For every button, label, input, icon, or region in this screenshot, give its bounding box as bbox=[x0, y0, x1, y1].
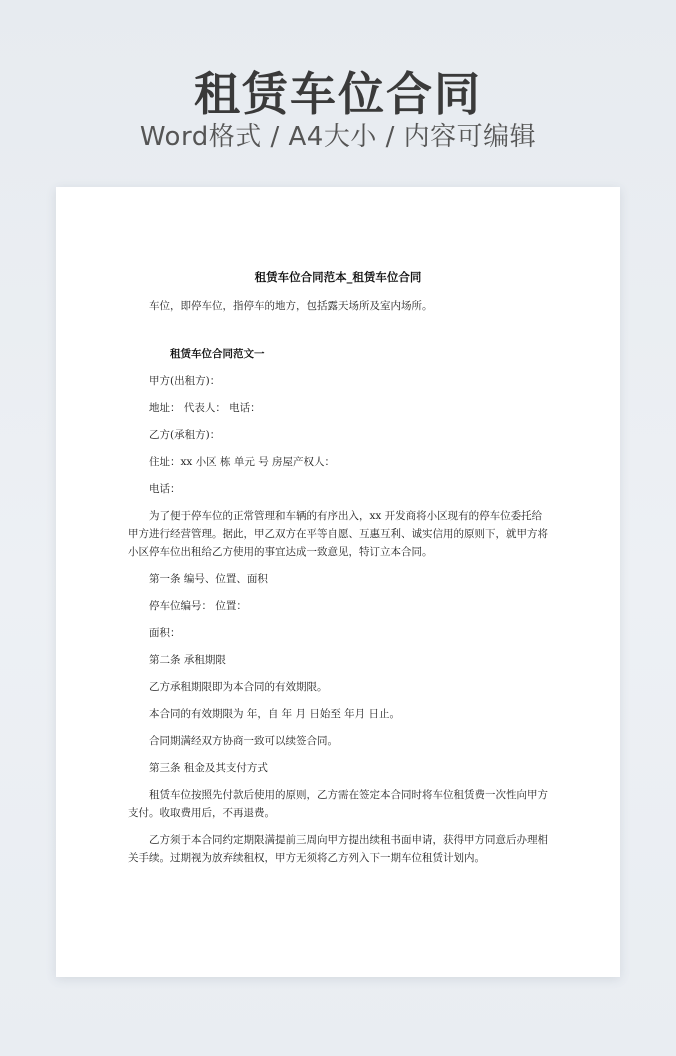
party-a-address-line: 地址： 代表人： 电话： bbox=[149, 402, 261, 414]
article-2-line-3: 合同期满经双方协商一致可以续签合同。 bbox=[149, 735, 338, 747]
party-a-line: 甲方(出租方)： bbox=[149, 375, 221, 387]
document-title: 租赁车位合同范本_租赁车位合同 bbox=[254, 270, 422, 284]
page-title: 租赁车位合同 bbox=[194, 67, 482, 121]
party-b-line: 乙方(承租方)： bbox=[149, 429, 221, 441]
document-page bbox=[56, 187, 620, 977]
article-3-paragraph-2: 乙方须于本合同约定期限满提前三周向甲方提出续租书面申请，获得甲方同意后办理相关手续。过期视为放弃续租权，甲方无须将乙方列入下一期车位租赁计划内。 bbox=[128, 834, 548, 864]
document-body bbox=[128, 269, 548, 867]
page-subtitle: Word格式 / A4大小 / 内容可编辑 bbox=[139, 122, 537, 152]
article-2-line-1: 乙方承租期限即为本合同的有效期限。 bbox=[149, 681, 328, 693]
section-heading: 租赁车位合同范文一 bbox=[170, 348, 265, 360]
article-2-line-2: 本合同的有效期限为 年，自 年 月 日始至 年月 日止。 bbox=[149, 708, 401, 720]
article-3-heading: 第三条 租金及其支付方式 bbox=[149, 762, 268, 774]
party-b-phone-line: 电话： bbox=[149, 483, 181, 495]
article-1-heading: 第一条 编号、位置、面积 bbox=[149, 573, 268, 585]
article-2-heading: 第二条 承租期限 bbox=[149, 654, 226, 666]
party-b-address-line: 住址：xx 小区 栋 单元 号 房屋产权人： bbox=[149, 456, 336, 468]
article-1-line-1: 停车位编号： 位置： bbox=[149, 600, 247, 612]
article-1-line-2: 面积： bbox=[149, 627, 181, 639]
article-3-paragraph-1: 租赁车位按照先付款后使用的原则，乙方需在签定本合同时将车位租赁费一次性向甲方支付。收取费用后，不再退费。 bbox=[128, 789, 548, 819]
preamble-paragraph: 为了便于停车位的正常管理和车辆的有序出入，xx 开发商将小区现有的停车位委托给甲方进行经营管理。据此，甲乙双方在平等自愿、互惠互利、诚实信用的原则下，就甲方将小区停车位出租给乙方使用的事宜达成一致意见，特订立本合同。 bbox=[128, 510, 548, 558]
intro-paragraph: 车位，即停车位，指停车的地方，包括露天场所及室内场所。 bbox=[149, 300, 433, 312]
